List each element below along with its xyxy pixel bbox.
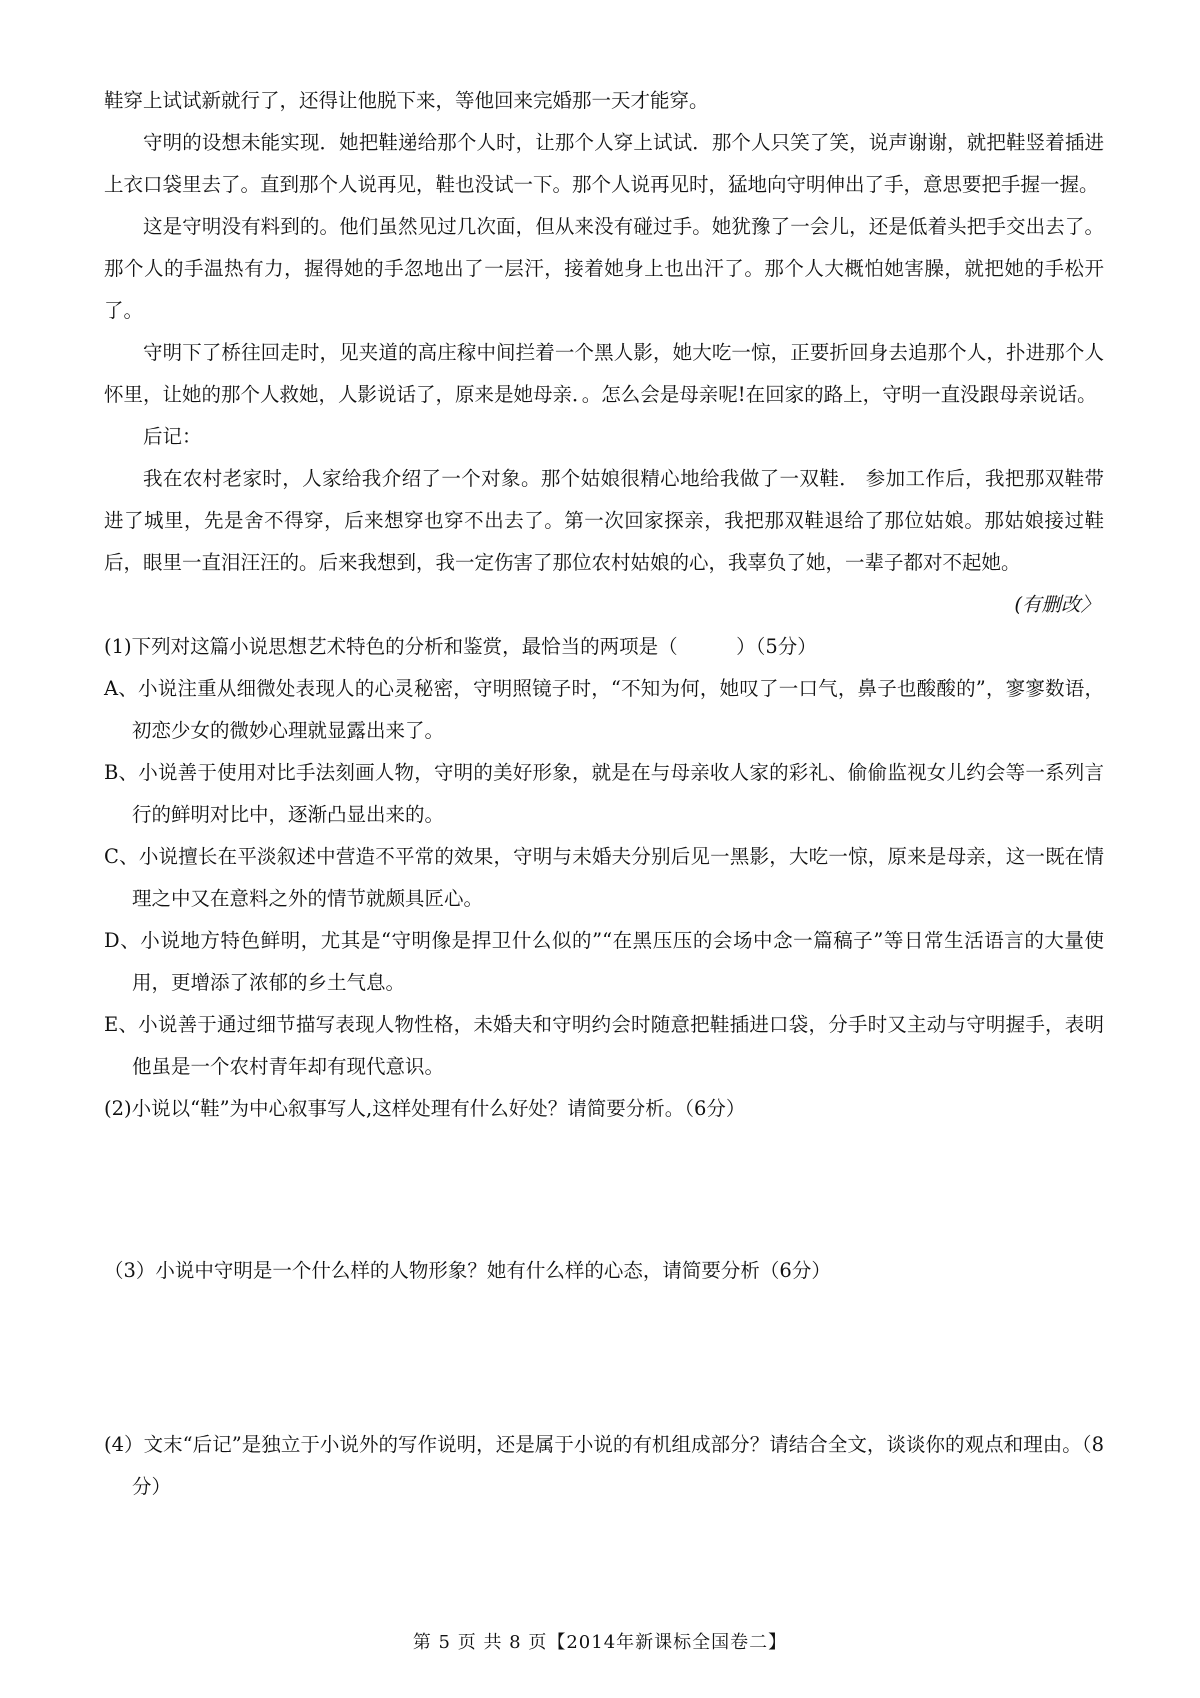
postscript-paragraph: 我在农村老家时，人家给我介绍了一个对象。那个姑娘很精心地给我做了一双鞋． 参加工作后，我把那双鞋带进了城里，先是舍不得穿，后来想穿也穿不出去了。第一次回家探亲，我把那双鞋退给了那位姑娘。那姑娘接过鞋后，眼里一直泪汪汪的。后来我想到，我一定伤害了那位农村姑娘的心，我辜负了她，一辈子都对不起她。 [104, 467, 1104, 574]
option-b: B、小说善于使用对比手法刻画人物，守明的美好形象，就是在与母亲收人家的彩礼、偷偷监视女儿约会等一系列言行的鲜明对比中，逐渐凸显出来的。 [104, 761, 1104, 826]
source-note: (有删改〉 [1014, 593, 1100, 616]
answer-space-3 [104, 1292, 1104, 1424]
option-d: D、小说地方特色鲜明，尤其是“守明像是捍卫什么似的”“在黑压压的会场中念一篇稿子”等日常生活语言的大量使用，更增添了浓郁的乡土气息。 [104, 929, 1104, 994]
option-e: E、小说善于通过细节描写表现人物性格，未婚夫和守明约会时随意把鞋插进口袋，分手时又主动与守明握手，表明他虽是一个农村青年却有现代意识。 [104, 1013, 1104, 1078]
answer-space-2 [104, 1130, 1104, 1250]
passage-paragraph: 鞋穿上试试新就行了，还得让他脱下来，等他回来完婚那一天才能穿。 [104, 89, 709, 112]
document-page [104, 80, 1104, 1508]
option-a: A、小说注重从细微处表现人的心灵秘密，守明照镜子时，“不知为何，她叹了一口气，鼻子也酸酸的”，寥寥数语，初恋少女的微妙心理就显露出来了。 [104, 677, 1104, 742]
passage-paragraph: 守明的设想未能实现．她把鞋递给那个人时，让那个人穿上试试．那个人只笑了笑，说声谢谢，就把鞋竖着插进上衣口袋里去了。直到那个人说再见，鞋也没试一下。那个人说再见时，猛地向守明伸出了手，意思要把手握一握。 [104, 131, 1104, 196]
postscript-heading: 后记： [143, 425, 202, 448]
question-4: (4）文末“后记”是独立于小说外的写作说明，还是属于小说的有机组成部分？请结合全文，谈谈你的观点和理由。（8分） [104, 1433, 1104, 1498]
passage-paragraph: 这是守明没有料到的。他们虽然见过几次面，但从来没有碰过手。她犹豫了一会儿，还是低着头把手交出去了。那个人的手温热有力，握得她的手忽地出了一层汗，接着她身上也出汗了。那个人大概怕她害臊，就把她的手松开了。 [104, 215, 1104, 322]
page-footer: 第 5 页 共 8 页【2014年新课标全国卷二】 [412, 1632, 788, 1653]
question-1-stem: (1)下列对这篇小说思想艺术特色的分析和鉴赏，最恰当的两项是（ ）（5分） [104, 635, 817, 658]
option-c: C、小说擅长在平淡叙述中营造不平常的效果，守明与未婚夫分别后见一黑影，大吃一惊，原来是母亲，这一既在情理之中又在意料之外的情节就颇具匠心。 [104, 845, 1104, 910]
question-3: （3）小说中守明是一个什么样的人物形象？她有什么样的心态，请简要分析（6分） [104, 1259, 831, 1282]
question-2: (2)小说以“鞋”为中心叙事写人,这样处理有什么好处？请简要分析。（6分） [104, 1097, 746, 1120]
passage-paragraph: 守明下了桥往回走时，见夹道的高庄稼中间拦着一个黑人影，她大吃一惊，正要折回身去追那个人，扑进那个人怀里，让她的那个人救她，人影说话了，原来是她母亲．。怎么会是母亲呢!在回家的路上，守明一直没跟母亲说话。 [104, 341, 1104, 406]
